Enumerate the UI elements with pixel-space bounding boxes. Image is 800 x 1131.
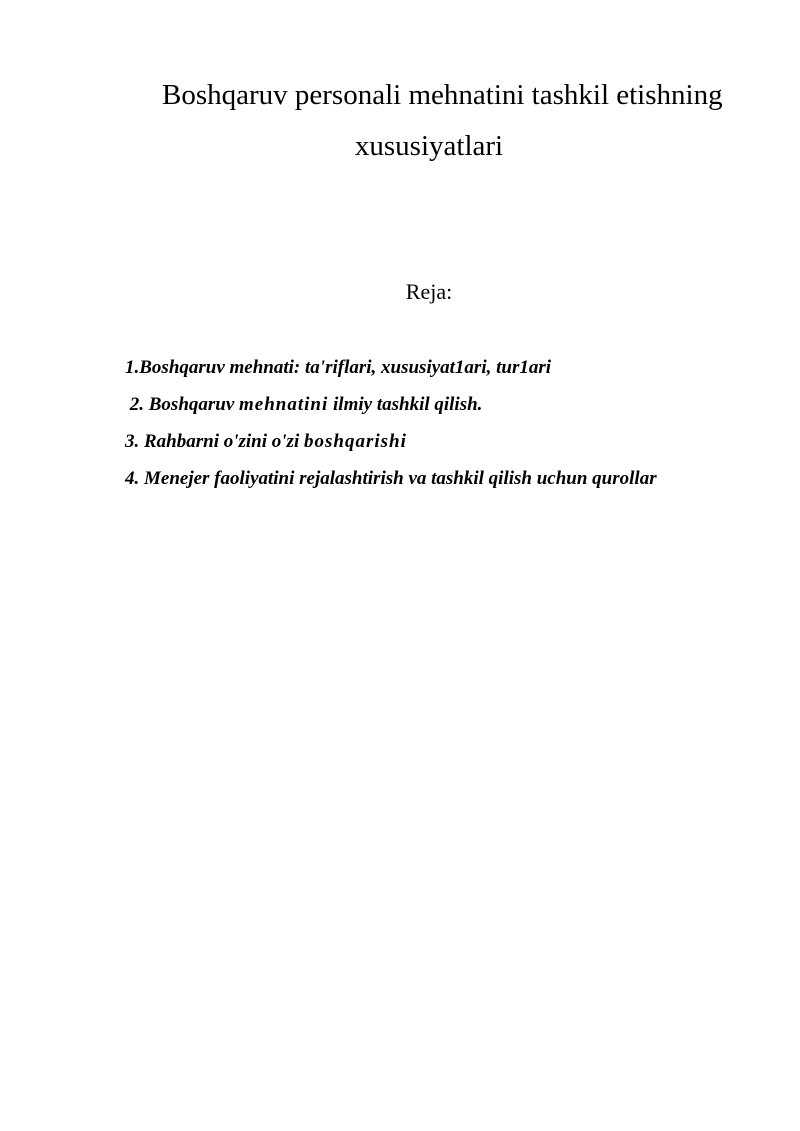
document-title-line-2: xususiyatlari bbox=[354, 130, 504, 162]
plan-list bbox=[125, 349, 657, 497]
plan-heading: Reja: bbox=[405, 279, 453, 304]
plan-item-3 bbox=[125, 423, 657, 460]
plan-item-2-part-2: mehnatini bbox=[239, 394, 329, 415]
plan-item-2-part-1: 2. Boshqaruv bbox=[125, 394, 240, 415]
plan-item-2 bbox=[125, 386, 657, 423]
plan-item-4: 4. Menejer faoliyatini rejalashtirish va tashkil qilish uchun qurollar bbox=[125, 468, 657, 489]
plan-item-1: 1.Boshqaruv mehnati: ta'riflari, xususiyat1ari, tur1ari bbox=[125, 357, 552, 378]
plan-item-2-part-3: ilmiy tashkil qilish. bbox=[328, 394, 483, 415]
plan-item-3-part-2: boshqarishi bbox=[303, 431, 407, 452]
plan-item-3-part-1: 3. Rahbarni o'zini o'zi bbox=[125, 431, 304, 452]
document-title-line-1: Boshqaruv personali mehnatini tashkil etishning bbox=[162, 79, 723, 111]
